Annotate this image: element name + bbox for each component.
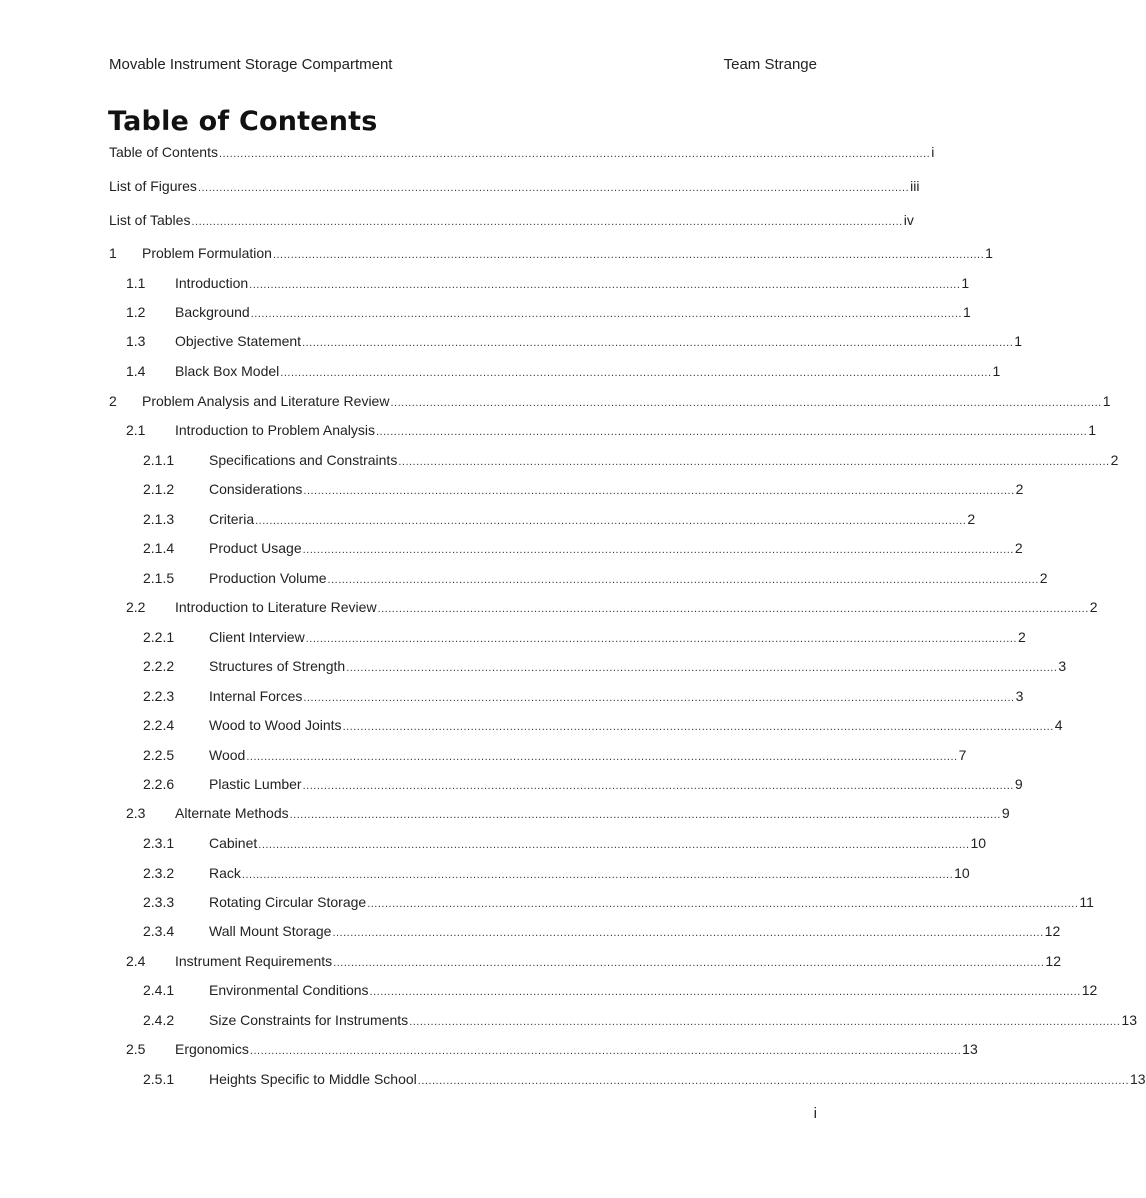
toc-entry[interactable] <box>143 922 1061 942</box>
toc-entry[interactable] <box>109 211 914 231</box>
toc-entry[interactable] <box>143 716 1063 736</box>
toc-leader: ........................................................................................................................................................................................................ <box>376 426 1088 438</box>
toc-entry-title: Heights Specific to Middle School <box>209 1071 417 1087</box>
toc-entry-title: Considerations <box>209 481 303 497</box>
toc-entry-number: 2.3.3 <box>143 894 175 910</box>
toc-entry-page: 1 <box>1088 422 1097 438</box>
toc-entry-title: Instrument Requirements <box>175 953 333 969</box>
toc-entry-number: 1 <box>109 245 117 261</box>
toc-entry[interactable] <box>109 244 993 264</box>
toc-entry-page: 13 <box>1130 1071 1146 1087</box>
toc-leader: ........................................................................................................................................................................................................ <box>241 869 954 881</box>
toc-entry-number: 2.2.3 <box>143 688 175 704</box>
toc-entry-page: 9 <box>1014 776 1023 792</box>
toc-entry-number: 1.4 <box>126 363 146 379</box>
running-header-team: Team Strange <box>723 56 817 73</box>
toc-leader: ........................................................................................................................................................................................................ <box>197 182 910 194</box>
toc-entry[interactable] <box>143 510 976 530</box>
toc-entry-title: List of Figures <box>109 178 197 194</box>
toc-entry[interactable] <box>126 274 970 294</box>
toc-entry-title: Introduction to Literature Review <box>175 599 377 615</box>
toc-entry-number: 2.1.4 <box>143 540 175 556</box>
toc-leader: ........................................................................................................................................................................................................ <box>346 662 1058 674</box>
toc-entry-page: 7 <box>958 747 967 763</box>
toc-entry-title: Production Volume <box>209 570 327 586</box>
toc-entry[interactable] <box>143 893 1094 913</box>
toc-entry[interactable] <box>143 451 1119 471</box>
toc-entry-page: 12 <box>1044 923 1061 939</box>
toc-leader: ........................................................................................................................................................................................................ <box>398 456 1110 468</box>
toc-leader: ........................................................................................................................................................................................................ <box>369 986 1081 998</box>
toc-entry-page: 1 <box>1102 393 1111 409</box>
toc-entry-title: Table of Contents <box>109 144 218 160</box>
page-title: Table of Contents <box>108 106 378 137</box>
toc-leader: ........................................................................................................................................................................................................ <box>409 1016 1121 1028</box>
toc-entry-number: 2.3.4 <box>143 923 175 939</box>
toc-entry-title: Wood to Wood Joints <box>209 717 342 733</box>
toc-leader: ........................................................................................................................................................................................................ <box>258 839 970 851</box>
toc-entry-page: 3 <box>1058 658 1067 674</box>
toc-entry-title: Environmental Conditions <box>209 982 369 998</box>
toc-entry-title: Rack <box>209 865 241 881</box>
toc-leader: ........................................................................................................................................................................................................ <box>367 898 1079 910</box>
toc-entry-title: Client Interview <box>209 629 305 645</box>
toc-entry[interactable] <box>143 834 987 854</box>
toc-entry[interactable] <box>109 177 920 197</box>
toc-entry[interactable] <box>126 362 1001 382</box>
toc-entry-page: 2 <box>1110 452 1119 468</box>
toc-leader: ........................................................................................................................................................................................................ <box>249 279 961 291</box>
toc-entry-page: 11 <box>1079 894 1094 910</box>
toc-entry-page: 10 <box>970 835 987 851</box>
toc-entry[interactable] <box>143 1070 1146 1090</box>
toc-entry-number: 1.1 <box>126 275 146 291</box>
toc-entry-number: 2.5 <box>126 1041 146 1057</box>
toc-leader: ........................................................................................................................................................................................................ <box>272 249 985 261</box>
toc-entry-page: 2 <box>1017 629 1026 645</box>
toc-entry[interactable] <box>126 421 1097 441</box>
toc-entry-title: Plastic Lumber <box>209 776 302 792</box>
toc-entry-title: Wood <box>209 747 246 763</box>
toc-leader: ........................................................................................................................................................................................................ <box>250 308 962 320</box>
toc-entry-page: 1 <box>985 245 993 261</box>
toc-entry-number: 2.2.2 <box>143 658 175 674</box>
toc-entry-title: Black Box Model <box>175 363 280 379</box>
toc-entry-number: 2.1.2 <box>143 481 175 497</box>
toc-leader: ........................................................................................................................................................................................................ <box>289 809 1001 821</box>
toc-leader: ........................................................................................................................................................................................................ <box>342 721 1054 733</box>
toc-entry-page: 4 <box>1054 717 1063 733</box>
toc-entry-page: 12 <box>1081 982 1098 998</box>
toc-leader: ........................................................................................................................................................................................................ <box>302 780 1014 792</box>
toc-entry-title: Cabinet <box>209 835 258 851</box>
toc-entry[interactable] <box>143 657 1067 677</box>
toc-entry-page: 2 <box>1015 481 1024 497</box>
toc-entry-page: 2 <box>967 511 976 527</box>
toc-entry[interactable] <box>143 864 970 884</box>
toc-entry-page: 10 <box>954 865 970 881</box>
toc-entry-title: Introduction <box>175 275 249 291</box>
toc-entry[interactable] <box>126 804 1010 824</box>
toc-entry-title: Criteria <box>209 511 255 527</box>
toc-entry[interactable] <box>109 392 1111 412</box>
toc-entry-number: 1.2 <box>126 304 146 320</box>
toc-entry-number: 2.2.1 <box>143 629 175 645</box>
toc-entry-title: Structures of Strength <box>209 658 346 674</box>
toc-entry[interactable] <box>126 952 1061 972</box>
toc-leader: ........................................................................................................................................................................................................ <box>218 148 931 160</box>
toc-entry-title: Product Usage <box>209 540 302 556</box>
toc-entry-title: Rotating Circular Storage <box>209 894 367 910</box>
toc-entry-page: 12 <box>1045 953 1061 969</box>
toc-entry-number: 2.1.1 <box>143 452 175 468</box>
toc-entry-title: Alternate Methods <box>175 805 289 821</box>
toc-entry-title: Background <box>175 304 250 320</box>
toc-entry-number: 2.2.6 <box>143 776 175 792</box>
toc-entry[interactable] <box>143 687 1024 707</box>
toc-leader: ........................................................................................................................................................................................................ <box>303 692 1015 704</box>
toc-entry-page: 3 <box>1015 688 1024 704</box>
toc-leader: ........................................................................................................................................................................................................ <box>302 544 1014 556</box>
toc-leader: ........................................................................................................................................................................................................ <box>303 485 1015 497</box>
toc-entry-page: 1 <box>961 275 970 291</box>
toc-entry-title: Problem Analysis and Literature Review <box>142 393 390 409</box>
toc-leader: ........................................................................................................................................................................................................ <box>191 216 903 228</box>
toc-leader: ........................................................................................................................................................................................................ <box>246 751 958 763</box>
toc-entry-title: List of Tables <box>109 212 191 228</box>
toc-entry[interactable] <box>126 598 1098 618</box>
toc-leader: ........................................................................................................................................................................................................ <box>333 957 1045 969</box>
toc-entry-title: Problem Formulation <box>142 245 272 261</box>
toc-leader: ........................................................................................................................................................................................................ <box>417 1075 1130 1087</box>
toc-entry-title: Internal Forces <box>209 688 303 704</box>
toc-entry-number: 2.4 <box>126 953 146 969</box>
toc-entry-page: 2 <box>1039 570 1048 586</box>
toc-entry-page: i <box>931 144 935 160</box>
toc-entry-page: 13 <box>1121 1012 1137 1028</box>
toc-leader: ........................................................................................................................................................................................................ <box>255 515 967 527</box>
toc-entry-page: iv <box>903 212 914 228</box>
toc-leader: ........................................................................................................................................................................................................ <box>390 397 1102 409</box>
toc-entry-number: 2.3.2 <box>143 865 175 881</box>
toc-entry-number: 2.4.1 <box>143 982 175 998</box>
toc-entry-number: 2.3 <box>126 805 146 821</box>
toc-entry-page: 1 <box>962 304 971 320</box>
toc-entry-title: Specifications and Constraints <box>209 452 398 468</box>
toc-entry[interactable] <box>143 539 1023 559</box>
toc-entry-page: 2 <box>1014 540 1023 556</box>
toc-entry-number: 2.1 <box>126 422 146 438</box>
toc-entry[interactable] <box>143 628 1026 648</box>
toc-entry[interactable] <box>109 143 935 163</box>
toc-entry-number: 2.2.4 <box>143 717 175 733</box>
toc-entry[interactable] <box>126 1040 978 1060</box>
toc-entry-title: Objective Statement <box>175 333 302 349</box>
toc-entry[interactable] <box>143 775 1023 795</box>
toc-entry-page: iii <box>910 178 920 194</box>
toc-entry-title: Size Constraints for Instruments <box>209 1012 409 1028</box>
toc-entry-title: Wall Mount Storage <box>209 923 332 939</box>
toc-entry-number: 2.2 <box>126 599 146 615</box>
toc-leader: ........................................................................................................................................................................................................ <box>249 1045 962 1057</box>
toc-entry[interactable] <box>143 981 1098 1001</box>
running-header-title: Movable Instrument Storage Compartment <box>109 56 393 73</box>
toc-entry-number: 2.1.3 <box>143 511 175 527</box>
toc-entry[interactable] <box>126 303 971 323</box>
toc-leader: ........................................................................................................................................................................................................ <box>280 367 992 379</box>
toc-entry[interactable] <box>143 569 1048 589</box>
toc-entry-number: 2.5.1 <box>143 1071 175 1087</box>
toc-leader: ........................................................................................................................................................................................................ <box>302 337 1014 349</box>
toc-entry-number: 2.1.5 <box>143 570 175 586</box>
toc-entry-number: 2.2.5 <box>143 747 175 763</box>
toc-entry-number: 2.3.1 <box>143 835 175 851</box>
page-number: i <box>813 1105 817 1122</box>
toc-leader: ........................................................................................................................................................................................................ <box>305 633 1017 645</box>
toc-leader: ........................................................................................................................................................................................................ <box>377 603 1089 615</box>
toc-entry[interactable] <box>126 332 1023 352</box>
toc-entry-number: 1.3 <box>126 333 146 349</box>
toc-leader: ........................................................................................................................................................................................................ <box>332 927 1044 939</box>
toc-entry-page: 2 <box>1089 599 1098 615</box>
toc-entry-page: 1 <box>1014 333 1023 349</box>
toc-entry[interactable] <box>143 480 1024 500</box>
toc-entry[interactable] <box>143 746 967 766</box>
toc-leader: ........................................................................................................................................................................................................ <box>327 574 1039 586</box>
toc-entry-title: Ergonomics <box>175 1041 249 1057</box>
toc-entry-number: 2 <box>109 393 117 409</box>
toc-entry-page: 13 <box>962 1041 978 1057</box>
toc-entry[interactable] <box>143 1011 1137 1031</box>
toc-entry-number: 2.4.2 <box>143 1012 175 1028</box>
toc-entry-title: Introduction to Problem Analysis <box>175 422 375 438</box>
toc-entry-page: 9 <box>1001 805 1010 821</box>
toc-entry-page: 1 <box>992 363 1001 379</box>
